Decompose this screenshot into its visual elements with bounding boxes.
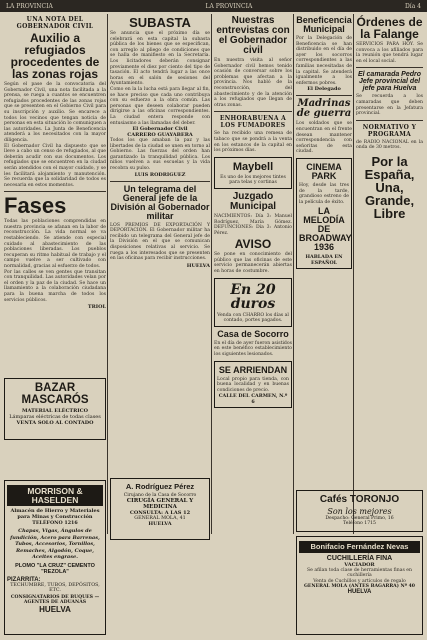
ad-address: CALLE DEL CARMEN, N.º 6 xyxy=(218,393,288,406)
ad-title: Cafés TORONJO xyxy=(319,494,400,505)
article-body: El Gobernador Civil ha dispuesto que se lleve a cabo un censo de refugiados, al que deberán acudir con sus documentos. Los refugiados que se encuentren en la ciudad serán atendidos con el mayor cuidado, y se les facilitará alojamiento y manutención. Se recuerda que la solidaridad de todos es necesaria en estos momentos. xyxy=(4,143,106,188)
article-body: Como en la la lucha está para llegar al fin, se hace preciso que cada uno contribuya con su esfuerzo a la obra común. Las personas que deseen colaborar pueden dirigirse a las oficinas correspondientes. La ciudad entera responde con entusiasmo a las llamadas del deber. xyxy=(110,86,210,126)
ad-bonifacio xyxy=(296,536,423,635)
ad-bazar-mascaros xyxy=(4,378,106,440)
ad-text: Hoy, desde las tres de la tarde, grandioso estreno de la película de éxito. xyxy=(299,182,349,205)
ad-text: MATERIAL ELÉCTRICO xyxy=(22,408,88,414)
article-kicker: UNA NOTA DEL GOBERNADOR CIVIL xyxy=(16,16,94,30)
column-rule xyxy=(107,14,108,534)
ad-text: Chapas, Vigas, Ángulos de fundición, Acero para Barrenas, Tubos, Accesorios, Tornillos, Remaches, Algodón, Coque, Aceites engrase. xyxy=(10,528,100,560)
article-body: SERVICIOS PARA HOY. Se convoca a los afiliados para la reunión que tendrá lugar en el local social. xyxy=(356,42,423,64)
article-headline: Casa de Socorro xyxy=(217,328,289,339)
ad-text: PLOMO "LA CRUZ" CEMENTO "REZOLA" xyxy=(15,562,95,575)
article-signature: LUIS RODRIGUEZ xyxy=(134,171,186,178)
article-headline: Beneficencia Municipal xyxy=(296,15,352,34)
masthead-date: Día 4 xyxy=(404,2,421,10)
column-rule xyxy=(293,14,294,534)
ad-text: CONSIGNATARIOS DE BUQUES — AGENTES DE ADUANAS xyxy=(10,594,100,605)
article-body: NACIMIENTOS: Día 3: Manuel Rodríguez, María Gómez. DEFUNCIONES: Día 3: Antonio Pérez. xyxy=(214,213,292,236)
ad-text: CUCHILLERÍA FINA xyxy=(326,554,393,562)
article-body: Se recuerda a los camaradas que deben presentarse en la Jefatura provincial. xyxy=(356,94,423,117)
ad-se-arriendan xyxy=(214,361,292,409)
divider xyxy=(110,181,210,182)
column-4 xyxy=(296,14,352,424)
ad-phone: Teléfono 1715 xyxy=(343,521,376,526)
column-2 xyxy=(110,14,210,476)
article-headline: Madrinas de guerra xyxy=(296,98,352,120)
article-signature: El Delegado xyxy=(307,86,341,93)
notice-title: AVISO xyxy=(234,237,272,252)
article-body: Por las calles se ven gentes que transitan con tranquilidad. Las autoridades velan por el orden y la paz de la ciudad. Se hace un llamamiento a la colaboración ciudadana para la buena marcha de todos los servicios públicos. xyxy=(4,269,106,303)
article-body: Se anuncia que el próximo día se celebrará en esta capital la subasta pública de los bienes que se especifican, con arreglo al pliego de condiciones que se halla de manifiesto en la Secretaría. Los licitadores deberán consignar previamente el diez por ciento del tipo de tasación. El acto tendrá lugar a las once horas en el salón de sesiones del Ayuntamiento. xyxy=(110,31,210,87)
ad-address: GENERAL MOLA, 41 xyxy=(134,515,186,521)
ad-maybell xyxy=(214,157,292,189)
ad-address: Despacho: General Primo, 16 xyxy=(325,516,394,521)
article-headline: Fases xyxy=(4,193,67,219)
ad-text: Es uno de los mejores tintes para telas y cortinas xyxy=(220,174,286,186)
article-headline: Nuestras entrevistas con el Gobernador civil xyxy=(216,15,290,56)
ad-text: Local propio para tienda, con buena localidad y en buenas condiciones de precio. xyxy=(217,376,289,393)
article-headline: Juzgado Municipal xyxy=(229,190,277,212)
article-body: Todas las poblaciones comprendidas en nuestra provincia se afanan en la labor de reconstrucción. La vida normal se va restableciendo. Se atiende con especial cuidado al abastecimiento de las poblaciones liberadas. Los pueblos recuperan su ritmo habitual de trabajo y el campo vuelve a ser cultivado con normalidad, gracias al esfuerzo de todos. xyxy=(4,219,106,270)
ad-text: Venta de Cuchillos y artículos de regalo xyxy=(313,578,406,584)
ad-title: Maybell xyxy=(232,160,274,173)
column-5 xyxy=(356,14,423,500)
article-headline: Auxilio a refugiados procedentes de las zonas rojas xyxy=(10,31,100,81)
divider xyxy=(356,67,423,68)
ad-text: Venda con CHARRO los días al contado, portes pagados. xyxy=(217,312,289,324)
ad-cinema-park xyxy=(296,158,352,269)
article-signature: CARRERO GUAYABERA xyxy=(127,132,193,139)
masthead-left: LA PROVINCIA xyxy=(6,2,53,10)
article-body: En el día de ayer fueron asistidos en este benéfico establecimiento los siguientes lesionados. xyxy=(214,340,292,358)
masthead-bar xyxy=(0,0,427,12)
article-headline: Órdenes de la Falange xyxy=(356,15,423,41)
column-rule xyxy=(211,14,212,534)
ad-text: CIRUGÍA GENERAL Y MEDICINA xyxy=(126,497,194,510)
ad-morrison-haselden xyxy=(4,480,106,635)
article-body: Según el pase de la convocatoria del Gobernador Civil, una nota facilitada a la prensa, se ruega a cuantos se encuentren refugiados procedentes de las zonas rojas que se presenten en el Gobierno Civil para su inscripción y auxilio. Se encarece a todos los vecinos que tengan noticia de personas en esta situación lo comuniquen a las autoridades. La Junta de Beneficencia atenderá a los necesitados con la mayor diligencia. xyxy=(4,82,106,143)
ad-title: CINEMA PARK xyxy=(306,161,342,181)
divider xyxy=(4,191,106,192)
ad-text: VACIADOR xyxy=(344,561,375,568)
article-body: de RADIO NACIONAL en la onda de 30 metros. xyxy=(356,139,423,151)
article-body: Los soldados que se encuentran en el frente desean mantener correspondencia con señoritas de esta ciudad. xyxy=(296,121,352,155)
article-headline: El camarada Pedro Jefe provincial del jefe para Huelva xyxy=(357,71,422,93)
article-headline: SUBASTA xyxy=(129,15,191,30)
ad-text: Se afilan toda clase de herramientas finas en cuchillería xyxy=(307,567,412,579)
article-body: LOS PREMIOS DE EXPORTACIÓN Y DEPORTACIÓN. El Gobernador militar ha recibido un telegrama del General jefe de la División en el que se comunican disposiciones relativas al servicio. Se ruega a los interesados que se presenten en las oficinas para recibir instrucciones. xyxy=(110,222,210,262)
column-rule xyxy=(353,14,354,534)
article-body: Se pone en conocimiento del público que las oficinas de este servicio permanecerán abiertas en horas de costumbre. xyxy=(214,252,292,275)
ad-title: BAZAR MASCARÓS xyxy=(21,382,89,406)
ad-20-duros xyxy=(214,278,292,327)
article-body: Por la Delegación de Beneficencia se han distribuido en el día de ayer los socorros correspondientes a las familias necesitadas de la capital. Se atenderá igualmente a los enfermos pobres. xyxy=(296,36,352,86)
article-body: En nuestra visita al señor Gobernador civil hemos tenido ocasión de conversar sobre los problemas que afectan a la provincia. Nos habló de la reconstrucción, del abastecimiento y de la atención a los refugiados que llegan de otras zonas. xyxy=(214,58,292,108)
ad-title: A. Rodríguez Pérez xyxy=(125,482,195,491)
ad-city: HUELVA xyxy=(148,520,172,527)
ad-doctor xyxy=(110,478,210,540)
masthead-center: LA PROVINCIA xyxy=(205,2,253,10)
ad-title: Bonifacio Fernández Nevas xyxy=(299,541,420,553)
ad-text: Almacén de Hierro y Materiales para Minas y Construcción xyxy=(10,508,100,520)
ad-city: HUELVA xyxy=(39,604,71,614)
ad-slogan: Son los mejores xyxy=(327,507,392,516)
column-1 xyxy=(4,14,106,374)
slogan: Por la España, Una, Grande, Libre xyxy=(364,153,415,221)
article-headline: NORMATIVO Y PROGRAMA xyxy=(362,123,417,138)
ad-text: VENTA SOLO AL CONTADO xyxy=(16,420,94,426)
ad-address: GENERAL MOLA (ANTES BAGARRA) Nº 40 xyxy=(304,584,415,590)
ad-text: Lámparas eléctricas de todas clases xyxy=(9,414,101,420)
divider xyxy=(296,95,352,96)
ad-title: SE ARRIENDAN xyxy=(218,364,288,375)
column-3 xyxy=(214,14,292,634)
ad-title: En 20 duros xyxy=(230,281,276,312)
divider xyxy=(356,120,423,121)
ad-cafes-toronjo xyxy=(296,490,423,532)
article-headline: Un telegrama del General jefe de la División al Gobernador militar xyxy=(110,183,210,221)
ad-title: MORRISON & HASELDEN xyxy=(7,485,103,506)
ad-text: PIZARRITA: xyxy=(7,576,41,583)
ad-text: TECHUMBRE, TUBOS, DEPÓSITOS, ETC. xyxy=(10,582,100,593)
article-body: Se ha recibido una remesa de tabaco que se pondrá a la venta en los estancos de la capital en los próximos días. xyxy=(214,131,292,154)
divider xyxy=(214,111,292,112)
ad-city: HUELVA xyxy=(347,589,372,596)
article-headline: ENHORABUENA A LOS FUMADORES xyxy=(219,115,287,130)
article-body: Todos los que amaban la paz y las libertades de la ciudad se unen en torno al Gobierno. Las fuerzas del orden han garantizado la tranquilidad pública. Los niños vuelven a sus escuelas y la vida recobra su pulso. xyxy=(110,138,210,172)
article-signature: TRIOL xyxy=(87,304,106,311)
ad-text: Cirujano de la Casa de Socorro xyxy=(123,492,197,498)
ad-film-title: LA MELODÍA DE BROADWAY 1936 xyxy=(299,206,352,253)
article-signature: El Gobernador Civil xyxy=(132,126,188,133)
article-signature: HUELVA xyxy=(186,262,210,269)
ad-phone: TELÉFONO 1216 xyxy=(32,520,78,526)
ad-text: CONSULTA: A LAS 12 xyxy=(129,509,191,516)
ad-subtitle: HABLADA EN ESPAÑOL xyxy=(305,254,343,267)
